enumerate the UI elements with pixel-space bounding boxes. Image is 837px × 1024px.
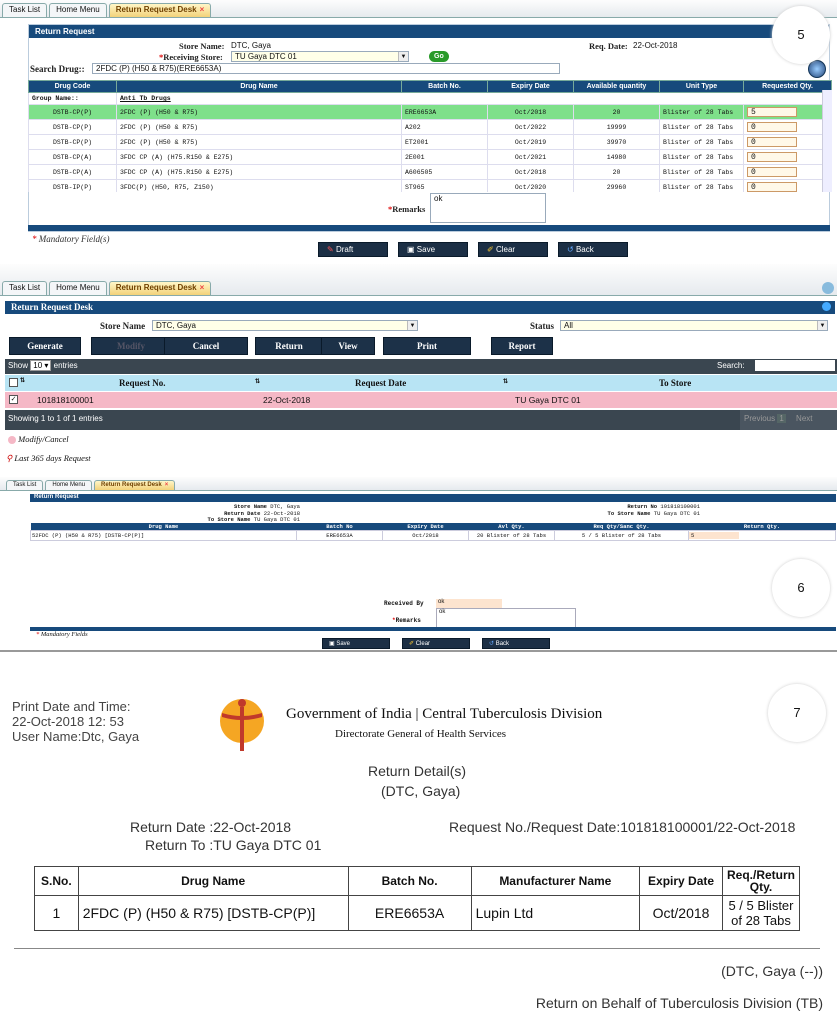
col-request-no[interactable]: Request No.	[119, 378, 166, 388]
drug-name: 2FDC (P) (H50 & R75)	[117, 105, 402, 120]
requested-qty-input[interactable]: 0	[747, 152, 797, 162]
col-avl-qty: Avl Qty.	[498, 523, 525, 530]
manufacturer: Lupin Ltd	[471, 896, 639, 931]
received-by-label: Received By	[384, 600, 424, 607]
batch-no: ST965	[402, 180, 488, 193]
back-button[interactable]: ↺ Back	[482, 638, 550, 649]
table-row[interactable]	[29, 150, 832, 165]
mandatory-note: * Mandatory Field(s)	[32, 234, 110, 244]
return-qty-cell	[689, 531, 836, 541]
print-report-panel	[0, 650, 837, 1024]
requested-qty-cell	[744, 120, 832, 135]
remarks-label: *Remarks	[392, 617, 421, 624]
return-table	[30, 523, 836, 541]
col-drug-name: Drug Name	[148, 523, 179, 530]
return-date-value: 22-Oct-2018	[213, 819, 292, 835]
requested-qty-input[interactable]: 0	[747, 137, 797, 147]
request-no-value: 101818100001/22-Oct-2018	[620, 819, 796, 835]
drug-code: DSTB-CP(P)	[29, 120, 117, 135]
col-request-date[interactable]: Request Date	[355, 378, 407, 388]
receiving-store-label: *Receiving Store:	[159, 52, 223, 62]
step-number: 6	[772, 559, 830, 617]
col-drug-code: Drug Code	[29, 81, 117, 93]
search-label: Search:	[717, 361, 745, 370]
table-header	[5, 375, 837, 391]
requested-qty-input[interactable]: 5	[747, 107, 797, 117]
dg-subtitle: Directorate General of Health Services	[335, 728, 507, 740]
col-available-qty: Available quantity	[574, 81, 660, 93]
eraser-icon: ✐	[409, 641, 416, 647]
collapse-icon[interactable]	[822, 302, 831, 311]
req-date-value: 22-Oct-2018	[633, 41, 678, 50]
chevron-down-icon: ▼	[407, 321, 417, 330]
close-icon[interactable]: ×	[199, 5, 205, 14]
batch-no: A606505	[402, 165, 488, 180]
chevron-down-icon: ▼	[398, 52, 408, 61]
tab-bar	[0, 477, 837, 491]
tab-return-request-desk[interactable]	[94, 480, 175, 490]
store-label: Store Name	[100, 321, 146, 331]
drug-name: 2FDC (P) (H50 & R75)	[117, 135, 402, 150]
previous-button[interactable]: Previous	[744, 414, 776, 423]
legend-swatch	[8, 436, 16, 444]
generate-button[interactable]: Generate	[9, 337, 81, 355]
col-expiry-date: Expiry Date	[488, 81, 574, 93]
expiry-date: Oct/2018	[488, 165, 574, 180]
receiving-store-select[interactable]	[231, 51, 409, 62]
col-sno: S.No.	[35, 867, 79, 896]
page-1-button[interactable]: 1	[779, 414, 784, 423]
tab-return-request-desk[interactable]	[109, 3, 212, 17]
expiry-date: Oct/2021	[488, 150, 574, 165]
table-row[interactable]	[29, 135, 832, 150]
drug-code: DSTB-CP(P)	[29, 135, 117, 150]
save-button[interactable]: ▣ Save	[398, 242, 468, 257]
to-store-label: To Store Name	[207, 516, 251, 523]
row-checkbox[interactable]: ✓	[10, 396, 17, 403]
back-icon: ↺	[567, 245, 576, 254]
col-return-qty: Return Qty.	[743, 523, 781, 530]
report-button[interactable]: Report	[491, 337, 553, 355]
go-button[interactable]: Go	[429, 51, 449, 62]
ctd-logo-icon	[216, 695, 268, 753]
return-button[interactable]: Return	[255, 337, 323, 355]
unit-type: Blister of 28 Tabs	[660, 150, 744, 165]
desk-header: Return Request Desk	[5, 301, 835, 314]
req-return-qty: 5 / 5 Blister of 28 Tabs	[722, 896, 799, 931]
available-qty: 14980	[574, 150, 660, 165]
search-drug-label: Search Drug::	[30, 64, 85, 74]
expiry-date: Oct/2022	[488, 120, 574, 135]
tab-bar	[0, 264, 837, 296]
to-store: TU Gaya DTC 01	[515, 395, 581, 405]
tab-label: Return Request Desk	[115, 283, 197, 292]
report-title: Return Detail(s)	[368, 763, 467, 779]
step-number: 7	[768, 684, 826, 742]
status-select[interactable]	[560, 320, 828, 331]
sort-icon[interactable]: ⇅	[255, 379, 261, 385]
table-footer	[5, 410, 837, 430]
col-batch-no: Batch No	[326, 523, 353, 530]
available-qty: 39970	[574, 135, 660, 150]
refresh-icon[interactable]	[822, 282, 834, 294]
divider	[30, 627, 836, 631]
print-date-value: 22-Oct-2018 12: 53	[12, 714, 125, 729]
tab-task-list[interactable]: Task List	[2, 281, 47, 295]
store-label: Store Name	[233, 503, 267, 510]
batch-no: 2E001	[402, 150, 488, 165]
print-date-label: Print Date and Time:	[12, 699, 131, 714]
return-no-value: 101818100001	[660, 503, 700, 510]
col-unit-type: Unit Type	[660, 81, 744, 93]
page-size-select[interactable]: 10 ▾	[30, 360, 51, 371]
drug-name: 2FDC (P) (H50 & R75) [DSTB-CP(P)]	[78, 896, 348, 931]
save-icon: ▣	[407, 245, 417, 254]
pin-icon: ✎	[327, 245, 336, 254]
sort-icon[interactable]: ⇅	[20, 378, 26, 384]
col-expiry-date: Expiry Date	[640, 867, 723, 896]
to-store-value: TU Gaya DTC 01	[253, 516, 300, 523]
eraser-icon: ✐	[487, 245, 496, 254]
return-date	[130, 819, 291, 835]
req-qty: 5 / 5 Blister of 28 Tabs	[555, 531, 689, 541]
return-panel	[0, 477, 837, 649]
user-name: User Name:Dtc, Gaya	[12, 729, 140, 744]
expiry-date: Oct/2019	[488, 135, 574, 150]
table-row[interactable]	[29, 120, 832, 135]
drug-code: DSTB-CP(A)	[29, 150, 117, 165]
store-label: Store Name:	[179, 41, 225, 51]
print-info	[12, 699, 139, 744]
group-label: Group Name::	[29, 93, 117, 105]
tab-home-menu[interactable]: Home Menu	[49, 281, 107, 295]
save-button[interactable]: ▣ Save	[322, 638, 390, 649]
request-no	[449, 819, 795, 835]
drug-name: 52FDC (P) (H50 & R75) [DSTB-CP(P)]	[31, 531, 297, 541]
gov-title: Government of India | Central Tuberculosis Division	[286, 706, 603, 722]
pagination	[740, 410, 837, 430]
col-batch-no: Batch No.	[402, 81, 488, 93]
show-label: Show	[8, 361, 29, 370]
expiry-date: Oct/2018	[383, 531, 469, 541]
divider	[14, 948, 820, 949]
to-store-label: To Store Name	[607, 509, 651, 517]
col-req-qty: Req Qty/Sanc Qty.	[593, 523, 650, 530]
unit-type: Blister of 28 Tabs	[660, 135, 744, 150]
unit-type: Blister of 28 Tabs	[660, 180, 744, 193]
drug-code: DSTB-CP(P)	[29, 105, 117, 120]
table-row	[35, 896, 800, 931]
available-qty: 19999	[574, 120, 660, 135]
requested-qty-cell	[744, 135, 832, 150]
footer-office: (DTC, Gaya (--))	[721, 963, 823, 979]
batch-no: A202	[402, 120, 488, 135]
col-to-store[interactable]: To Store	[659, 378, 692, 388]
return-request-panel	[0, 0, 837, 262]
avl-qty: 20 Blister of 28 Tabs	[469, 531, 555, 541]
requested-qty-cell	[744, 165, 832, 180]
expiry-date: Oct/2018	[488, 105, 574, 120]
col-manufacturer: Manufacturer Name	[471, 867, 639, 896]
tab-bar	[0, 0, 837, 18]
unit-type: Blister of 28 Tabs	[660, 165, 744, 180]
last-365-note: ⚲ Last 365 days Request	[6, 453, 91, 463]
legend: Modify/Cancel	[8, 434, 69, 444]
drug-name: 3FDC CP (A) (H75.R150 & E275)	[117, 165, 402, 180]
drug-name: 3FDC CP (A) (H75.R150 & E275)	[117, 150, 402, 165]
save-icon: ▣	[329, 641, 337, 647]
col-req-return-qty: Req./Return Qty.	[722, 867, 799, 896]
left-info	[150, 504, 300, 524]
back-button[interactable]: ↺ Back	[558, 242, 628, 257]
map-pin-icon: ⚲	[6, 453, 15, 463]
view-button[interactable]: View	[321, 337, 375, 355]
status-label: Status	[530, 321, 555, 331]
store-value: DTC, Gaya	[231, 41, 272, 50]
req-date-label: Req. Date:	[589, 41, 628, 51]
section-header: Return Request	[30, 494, 836, 502]
table-row[interactable]	[29, 105, 832, 120]
requested-qty-input[interactable]: 0	[747, 182, 797, 192]
chevron-down-icon: ▼	[817, 321, 827, 330]
group-name: Anti Tb Drugs	[117, 93, 832, 105]
tab-return-request-desk[interactable]	[109, 281, 212, 295]
return-to	[145, 837, 321, 853]
mandatory-note: * Mandatory Fields	[36, 631, 88, 638]
report-table	[34, 866, 800, 931]
requested-qty-input[interactable]: 0	[747, 122, 797, 132]
report-subtitle: (DTC, Gaya)	[381, 783, 461, 799]
expiry-date: Oct/2020	[488, 180, 574, 193]
col-batch-no: Batch No.	[348, 867, 471, 896]
available-qty: 29960	[574, 180, 660, 193]
next-button[interactable]: Next	[796, 414, 813, 423]
footer-behalf: Return on Behalf of Tuberculosis Division (TB)	[535, 995, 823, 1011]
available-qty: 20	[574, 105, 660, 120]
batch-no: ERE6653A	[348, 896, 471, 931]
col-drug-name: Drug Name	[117, 81, 402, 93]
close-icon[interactable]: ×	[199, 283, 205, 292]
tab-home-menu[interactable]: Home Menu	[49, 3, 107, 17]
unit-type: Blister of 28 Tabs	[660, 120, 744, 135]
refresh-icon[interactable]	[808, 60, 826, 78]
select-all-checkbox[interactable]	[9, 378, 18, 387]
return-qty-input[interactable]: 5	[689, 532, 739, 539]
entries-info: Showing 1 to 1 of 1 entries	[8, 414, 103, 423]
return-request-desk-panel	[0, 264, 837, 474]
return-date-label: Return Date	[224, 509, 261, 517]
drug-code: DSTB-IP(P)	[29, 180, 117, 193]
tab-label: Return Request Desk	[101, 482, 162, 488]
return-to-label: Return To :	[145, 837, 214, 853]
back-icon: ↺	[489, 641, 496, 647]
remarks-label: *Remarks	[388, 204, 426, 214]
batch-no: ET2001	[402, 135, 488, 150]
drug-name: 2FDC (P) (H50 & R75)	[117, 120, 402, 135]
requested-qty-cell	[744, 105, 832, 120]
store-value: DTC, Gaya	[156, 321, 197, 330]
unit-type: Blister of 28 Tabs	[660, 105, 744, 120]
store-value: DTC, Gaya	[270, 503, 300, 510]
expiry-date: Oct/2018	[640, 896, 723, 931]
tab-task-list[interactable]: Task List	[2, 3, 47, 17]
drug-name: 3FDC(P) (H50, R75, Z150)	[117, 180, 402, 193]
received-by-input[interactable]: ok	[436, 599, 502, 608]
return-date-value: 22-Oct-2018	[263, 509, 300, 517]
return-no-label: Return No	[627, 503, 658, 510]
table-row[interactable]	[29, 165, 832, 180]
page-size-value: 10	[33, 361, 43, 370]
sort-icon[interactable]: ⇅	[503, 379, 509, 385]
store-select[interactable]	[152, 320, 418, 331]
right-info	[560, 504, 700, 517]
cancel-button[interactable]: Cancel	[164, 337, 248, 355]
drug-table	[28, 80, 832, 192]
clear-button[interactable]: ✐ Clear	[402, 638, 470, 649]
print-button[interactable]: Print	[383, 337, 471, 355]
receiving-store-value: TU Gaya DTC 01	[235, 52, 297, 61]
tab-task-list[interactable]: Task List	[6, 480, 43, 490]
clear-button[interactable]: ✐ Clear	[478, 242, 548, 257]
draft-button[interactable]: ✎ Draft	[318, 242, 388, 257]
requested-qty-cell	[744, 180, 832, 193]
col-requested-qty: Requested Qty.	[744, 81, 832, 93]
col-drug-name: Drug Name	[78, 867, 348, 896]
remarks-textarea[interactable]: ok	[430, 193, 546, 223]
search-input[interactable]	[755, 360, 835, 371]
request-no-label: Request No./Request Date:	[449, 819, 621, 835]
table-row[interactable]	[5, 392, 837, 408]
tab-label: Return Request Desk	[115, 5, 197, 14]
divider	[28, 225, 830, 231]
return-to-value: TU Gaya DTC 01	[213, 837, 322, 853]
remarks-textarea[interactable]: ok	[436, 608, 576, 628]
requested-qty-input[interactable]: 0	[747, 167, 797, 177]
search-drug-input[interactable]: 2FDC (P) (H50 & R75)(ERE6653A)	[92, 63, 560, 74]
col-expiry-date: Expiry Date	[407, 523, 444, 530]
batch-no: ERE6653A	[402, 105, 488, 120]
table-row[interactable]	[31, 531, 836, 541]
drug-code: DSTB-CP(A)	[29, 165, 117, 180]
request-date: 22-Oct-2018	[263, 395, 311, 405]
tab-home-menu[interactable]: Home Menu	[45, 480, 92, 490]
batch-no: ERE6653A	[297, 531, 383, 541]
status-value: All	[564, 321, 573, 330]
requested-qty-cell	[744, 150, 832, 165]
step-number: 5	[772, 6, 830, 64]
table-scrollbar[interactable]	[822, 90, 832, 192]
return-date-label: Return Date :	[130, 819, 214, 835]
sno: 1	[35, 896, 79, 931]
to-store-value: TU Gaya DTC 01	[653, 509, 700, 517]
entries-label: entries	[53, 361, 78, 370]
close-icon[interactable]: ×	[164, 482, 169, 488]
request-no: 101818100001	[37, 395, 94, 405]
table-toolbar	[5, 359, 837, 374]
available-qty: 20	[574, 165, 660, 180]
modify-button[interactable]: Modify	[91, 337, 171, 355]
section-header: Return Request	[29, 25, 829, 38]
table-row[interactable]	[29, 180, 832, 193]
